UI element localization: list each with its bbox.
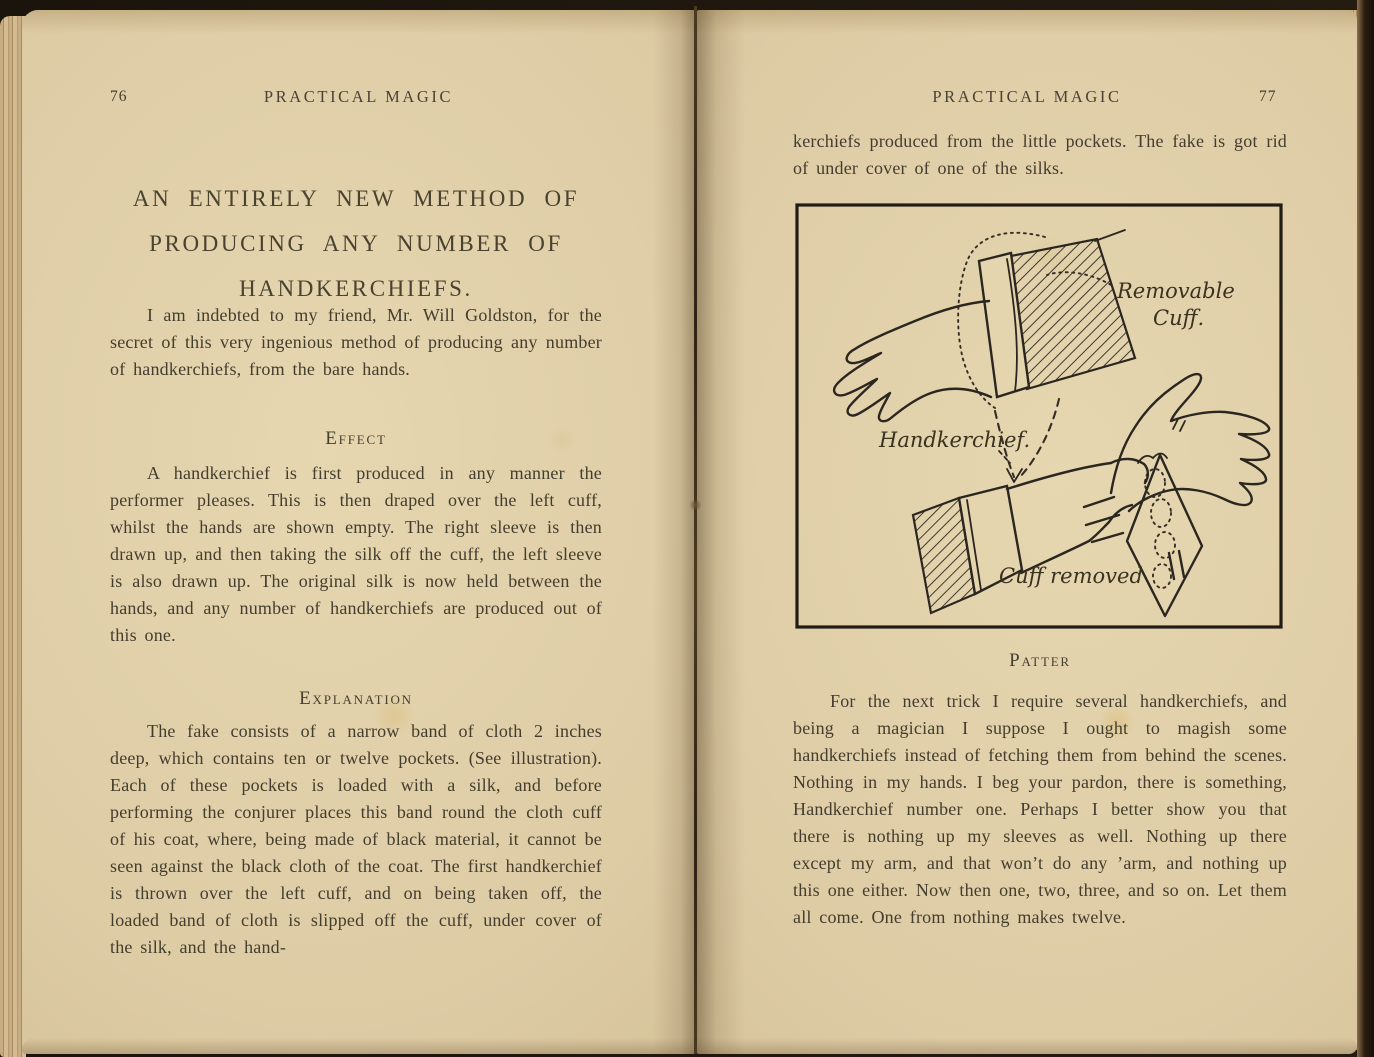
patter-heading: Patter bbox=[1009, 650, 1071, 671]
label-cuff-removed: Cuff removed bbox=[999, 564, 1143, 588]
patter-paragraph: For the next trick I require several handkerchiefs, and being a magician I suppose I ought to magish some handkerchiefs instead of fetching them from behind the scenes. Nothing in my hands. I beg your pardon, there is something, Handkerchief number one. Perhaps I better show you that there is nothing up my sleeves as well. Nothing up there except my arm, and that won’t do any ’arm, and nothing up this one either. Now then one, two, three, and so on. Let them all come. One from nothing makes twelve. bbox=[793, 691, 1287, 927]
continuation-paragraph: kerchiefs produced from the little pockets. The fake is got rid of under cover of one of the silks. bbox=[793, 131, 1287, 178]
chapter-title-line-2: PRODUCING ANY NUMBER OF bbox=[149, 231, 563, 256]
effect-paragraph: A handkerchief is first produced in any manner the performer pleases. This is then draped over the left cuff, whilst the hands are shown empty. The right sleeve is then drawn up, and then taking the silk off the cuff, the left sleeve is also drawn up. The original silk is now held between the hands, and any number of handkerchiefs are produced out of this one. bbox=[110, 463, 602, 645]
intro-paragraph: I am indebted to my friend, Mr. Will Goldston, for the secret of this very ingenious method of producing any number of handkerchiefs, from the bare hands. bbox=[110, 305, 602, 379]
page-76 bbox=[22, 10, 695, 1054]
right-open-hand bbox=[1111, 374, 1269, 511]
effect-heading: Effect bbox=[325, 428, 387, 449]
gutter-shadow-left bbox=[653, 10, 695, 1054]
explanation-paragraph: The fake consists of a narrow band of cloth 2 inches deep, which contains ten or twelve pockets. (See illustration). Each of these pockets is loaded with a silk, and before performing the conjurer places this band round the cloth cuff of his coat, where, being made of black material, it cannot be seen against the black cloth of the coat. The first handkerchief is thrown over the left cuff, and on being taken off, the loaded band of cloth is slipped off the cuff, under cover of the silk, and the hand- bbox=[110, 721, 602, 957]
book-cover-edge bbox=[1357, 0, 1374, 1057]
running-header-right: PRACTICAL MAGIC bbox=[932, 87, 1122, 106]
label-handkerchief: Handkerchief. bbox=[879, 428, 1031, 452]
label-removable-cuff-line1: Removable bbox=[1117, 279, 1235, 303]
explanation-heading: Explanation bbox=[299, 688, 413, 709]
cuff-illustration-svg bbox=[793, 201, 1285, 631]
chapter-title bbox=[110, 176, 602, 311]
gutter-shadow-right bbox=[697, 10, 745, 1054]
chapter-title-line-3: HANDKERCHIEFS. bbox=[239, 276, 473, 301]
cuff-illustration bbox=[793, 201, 1285, 631]
page-number-right: 77 bbox=[1259, 88, 1277, 105]
page-77 bbox=[697, 10, 1357, 1054]
lower-arm-cuff-removed bbox=[913, 454, 1202, 617]
running-header-left: PRACTICAL MAGIC bbox=[263, 87, 454, 106]
label-removable-cuff-line2: Cuff. bbox=[1153, 306, 1205, 330]
chapter-title-line-1: AN ENTIRELY NEW METHOD OF bbox=[132, 186, 580, 211]
page-number-left: 76 bbox=[110, 88, 128, 105]
book-gutter bbox=[694, 6, 697, 1054]
binding-stitch bbox=[690, 498, 701, 512]
